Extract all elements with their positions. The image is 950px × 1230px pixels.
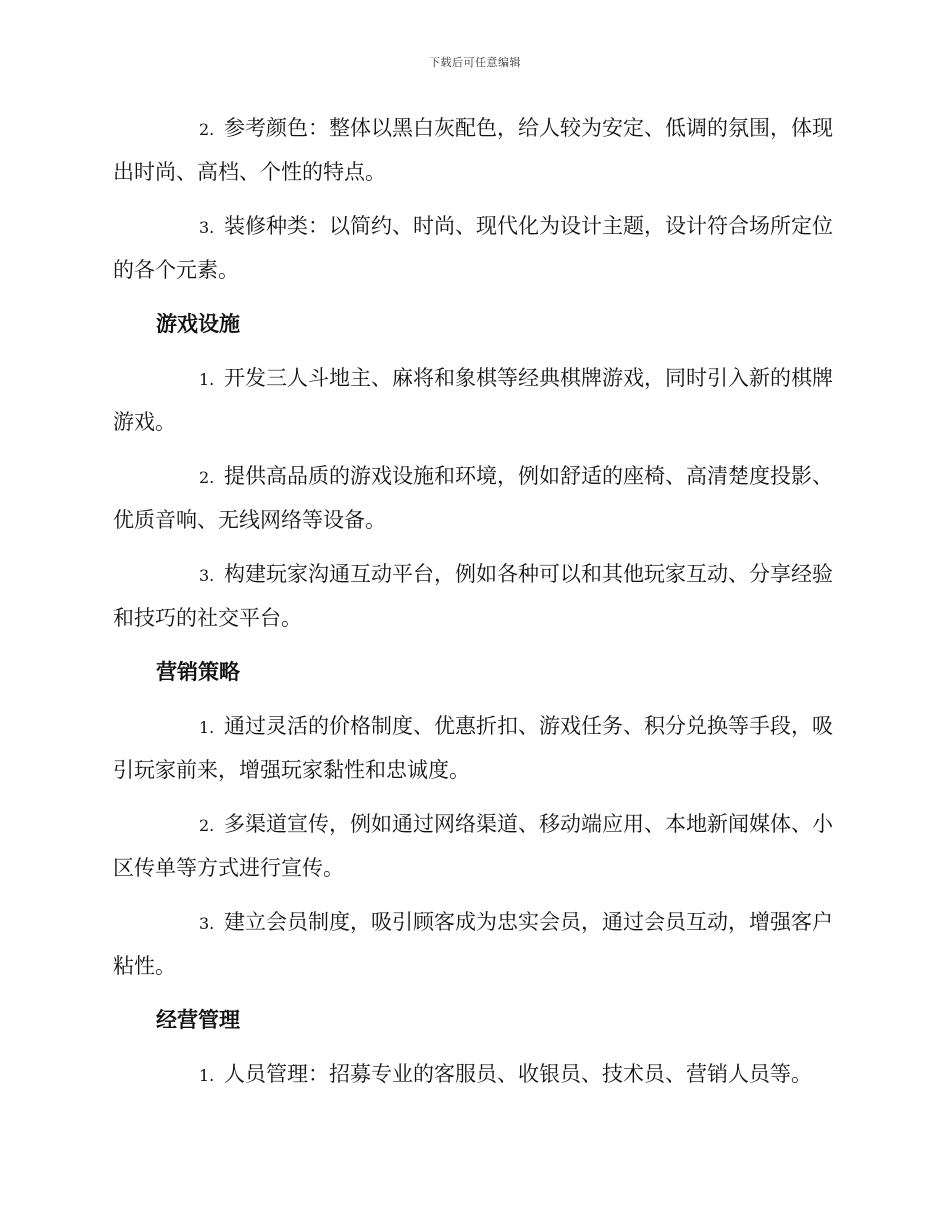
list-item (113, 1053, 833, 1097)
item-text: 人员管理：招募专业的客服员、收银员、技术员、营销人员等。 (224, 1062, 812, 1086)
list-item (113, 803, 833, 890)
list-item (113, 553, 833, 640)
section-heading-operations: 经营管理 (156, 1008, 240, 1032)
item-number: 3. (199, 218, 215, 237)
section-heading-marketing: 营销策略 (156, 660, 240, 684)
item-number: 2. (199, 120, 215, 139)
header-note: 下载后可任意编辑 (429, 56, 521, 69)
list-item (113, 455, 833, 542)
item-text: 通过灵活的价格制度、优惠折扣、游戏任务、积分兑换等手段，吸引玩家前来，增强玩家黏性和忠诚度。 (113, 714, 833, 782)
item-text: 参考颜色：整体以黑白灰配色，给人较为安定、低调的氛围，体现出时尚、高档、个性的特点。 (113, 116, 833, 184)
item-text: 建立会员制度，吸引顾客成为忠实会员，通过会员互动，增强客户粘性。 (113, 910, 833, 978)
item-text: 多渠道宣传，例如通过网络渠道、移动端应用、本地新闻媒体、小区传单等方式进行宣传。 (113, 812, 833, 880)
list-item (113, 205, 833, 292)
item-number: 1. (199, 370, 215, 389)
item-number: 1. (199, 718, 215, 737)
item-text: 提供高品质的游戏设施和环境，例如舒适的座椅、高清楚度投影、优质音响、无线网络等设备。 (113, 464, 833, 532)
document-body (113, 107, 833, 1108)
section-heading-game-facilities: 游戏设施 (156, 312, 240, 336)
list-item (113, 901, 833, 988)
item-number: 2. (199, 816, 215, 835)
list-item (113, 705, 833, 792)
list-item (113, 107, 833, 194)
item-number: 3. (199, 566, 215, 585)
item-number: 2. (199, 468, 215, 487)
item-number: 3. (199, 914, 215, 933)
list-item (113, 357, 833, 444)
item-text: 装修种类：以简约、时尚、现代化为设计主题，设计符合场所定位的各个元素。 (113, 214, 833, 282)
item-text: 构建玩家沟通互动平台，例如各种可以和其他玩家互动、分享经验和技巧的社交平台。 (113, 562, 833, 630)
item-number: 1. (199, 1066, 215, 1085)
item-text: 开发三人斗地主、麻将和象棋等经典棋牌游戏，同时引入新的棋牌游戏。 (113, 366, 833, 434)
